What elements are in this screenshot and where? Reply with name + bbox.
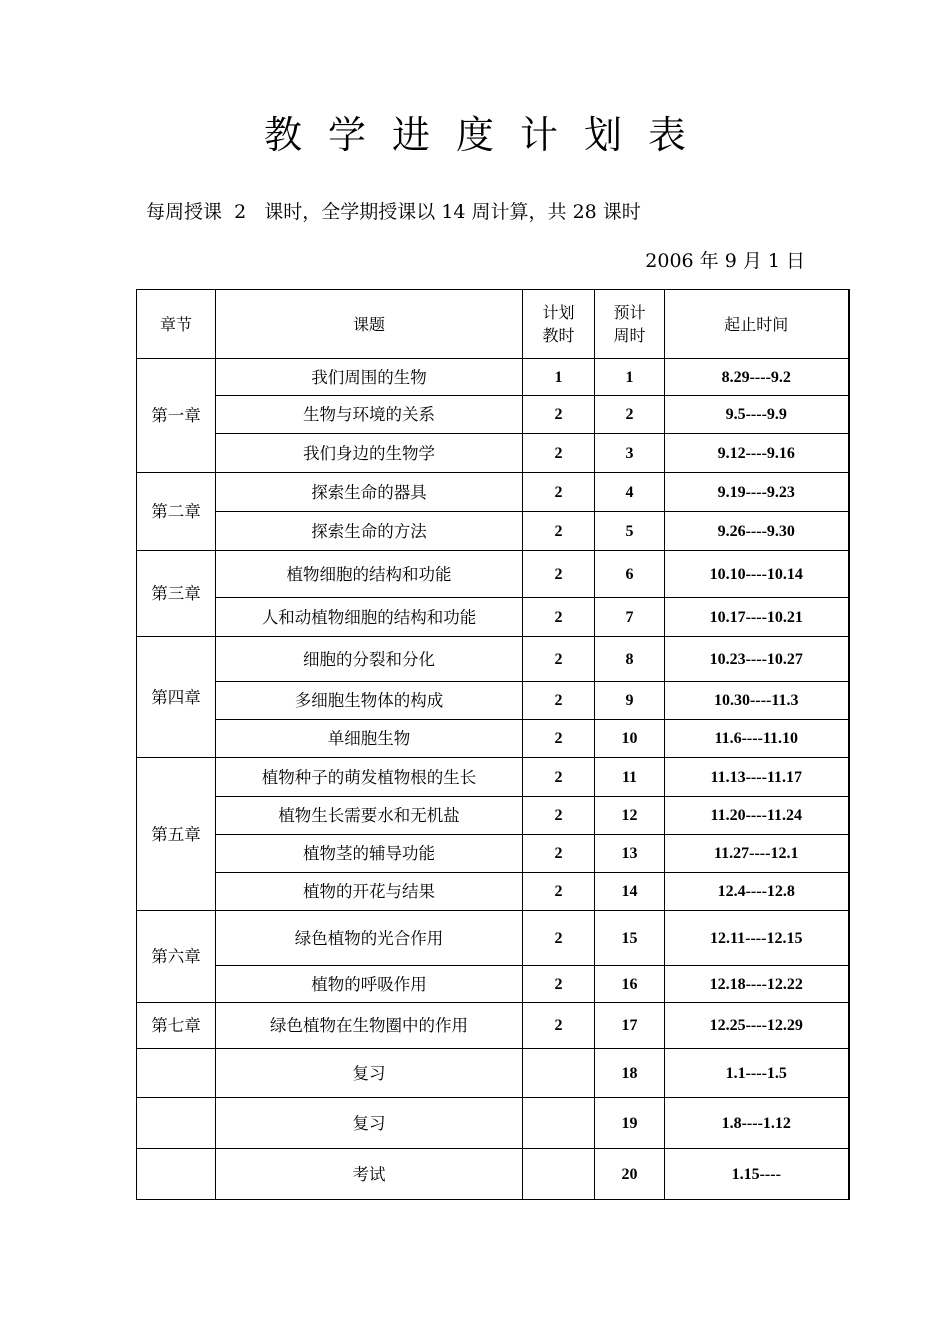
hours-cell: 2 [523,720,595,758]
week-cell: 1 [595,359,665,396]
hours-cell: 2 [523,434,595,473]
time-cell: 1.15---- [665,1149,849,1200]
table-row [137,473,849,512]
hours-cell: 2 [523,797,595,835]
schedule-table [136,289,850,1200]
time-cell: 11.27----12.1 [665,835,849,873]
hours-cell: 2 [523,758,595,797]
table-row [137,873,849,911]
topic-cell: 考试 [216,1149,523,1200]
week-cell: 9 [595,682,665,720]
table-row [137,598,849,637]
time-cell: 9.19----9.23 [665,473,849,512]
header-planned-hours: 计划 教时 [523,290,595,359]
hours-cell: 2 [523,598,595,637]
hours-cell: 2 [523,966,595,1003]
topic-cell: 我们周围的生物 [216,359,523,396]
topic-cell: 多细胞生物体的构成 [216,682,523,720]
chapter-cell [137,1049,216,1098]
chapter-cell [137,1149,216,1200]
topic-cell: 植物的呼吸作用 [216,966,523,1003]
topic-cell: 植物生长需要水和无机盐 [216,797,523,835]
schedule-summary: 每周授课 2 课时，全学期授课以 14 周计算，共 28 课时 [146,201,641,223]
week-cell: 4 [595,473,665,512]
time-cell: 12.25----12.29 [665,1003,849,1049]
table-row [137,1149,849,1200]
page-title: 教学进度计划表 [263,113,712,157]
topic-cell: 复习 [216,1098,523,1149]
hours-cell: 2 [523,473,595,512]
hours-cell [523,1049,595,1098]
hours-cell: 2 [523,682,595,720]
topic-cell: 绿色植物的光合作用 [216,911,523,966]
table-row [137,835,849,873]
table-row [137,1003,849,1049]
table-row [137,359,849,396]
chapter-cell [137,1098,216,1149]
time-cell: 11.13----11.17 [665,758,849,797]
chapter-cell: 第六章 [137,911,216,1003]
time-cell: 11.6----11.10 [665,720,849,758]
week-cell: 15 [595,911,665,966]
topic-cell: 细胞的分裂和分化 [216,637,523,682]
table-row [137,966,849,1003]
table-row [137,911,849,966]
topic-cell: 我们身边的生物学 [216,434,523,473]
topic-cell: 植物种子的萌发植物根的生长 [216,758,523,797]
header-expected-week: 预计 周时 [595,290,665,359]
week-cell: 6 [595,551,665,598]
time-cell: 1.8----1.12 [665,1098,849,1149]
topic-cell: 生物与环境的关系 [216,396,523,434]
topic-cell: 探索生命的方法 [216,512,523,551]
topic-cell: 绿色植物在生物圈中的作用 [216,1003,523,1049]
time-cell: 11.20----11.24 [665,797,849,835]
chapter-cell: 第五章 [137,758,216,911]
time-cell: 10.23----10.27 [665,637,849,682]
week-cell: 12 [595,797,665,835]
time-cell: 9.5----9.9 [665,396,849,434]
table-row [137,1049,849,1098]
hours-cell: 1 [523,359,595,396]
hours-cell: 2 [523,396,595,434]
table-row [137,396,849,434]
topic-cell: 探索生命的器具 [216,473,523,512]
chapter-cell: 第七章 [137,1003,216,1049]
week-cell: 18 [595,1049,665,1098]
week-cell: 8 [595,637,665,682]
table-row [137,682,849,720]
table-row [137,434,849,473]
topic-cell: 单细胞生物 [216,720,523,758]
table-row [137,720,849,758]
chapter-cell: 第一章 [137,359,216,473]
table-row [137,512,849,551]
week-cell: 11 [595,758,665,797]
topic-cell: 植物的开花与结果 [216,873,523,911]
table-row [137,1098,849,1149]
chapter-cell: 第三章 [137,551,216,637]
hours-cell: 2 [523,551,595,598]
chapter-cell: 第二章 [137,473,216,551]
time-cell: 12.4----12.8 [665,873,849,911]
hours-cell: 2 [523,911,595,966]
topic-cell: 植物茎的辅导功能 [216,835,523,873]
time-cell: 1.1----1.5 [665,1049,849,1098]
time-cell: 12.11----12.15 [665,911,849,966]
hours-cell [523,1098,595,1149]
hours-cell: 2 [523,512,595,551]
table-row [137,758,849,797]
topic-cell: 植物细胞的结构和功能 [216,551,523,598]
header-chapter: 章节 [137,290,216,359]
table-row [137,551,849,598]
topic-cell: 复习 [216,1049,523,1098]
header-time-range: 起止时间 [665,290,849,359]
time-cell: 12.18----12.22 [665,966,849,1003]
week-cell: 5 [595,512,665,551]
week-cell: 3 [595,434,665,473]
hours-cell: 2 [523,835,595,873]
chapter-cell: 第四章 [137,637,216,758]
week-cell: 7 [595,598,665,637]
table-header-row [137,290,849,359]
time-cell: 10.30----11.3 [665,682,849,720]
week-cell: 10 [595,720,665,758]
week-cell: 13 [595,835,665,873]
time-cell: 10.10----10.14 [665,551,849,598]
week-cell: 17 [595,1003,665,1049]
hours-cell: 2 [523,637,595,682]
week-cell: 19 [595,1098,665,1149]
week-cell: 16 [595,966,665,1003]
time-cell: 8.29----9.2 [665,359,849,396]
topic-cell: 人和动植物细胞的结构和功能 [216,598,523,637]
week-cell: 14 [595,873,665,911]
time-cell: 9.26----9.30 [665,512,849,551]
week-cell: 2 [595,396,665,434]
table-row [137,637,849,682]
time-cell: 9.12----9.16 [665,434,849,473]
table-row [137,797,849,835]
week-cell: 20 [595,1149,665,1200]
document-date: 2006 年 9 月 1 日 [645,250,805,272]
time-cell: 10.17----10.21 [665,598,849,637]
hours-cell: 2 [523,873,595,911]
hours-cell: 2 [523,1003,595,1049]
hours-cell [523,1149,595,1200]
header-topic: 课题 [216,290,523,359]
